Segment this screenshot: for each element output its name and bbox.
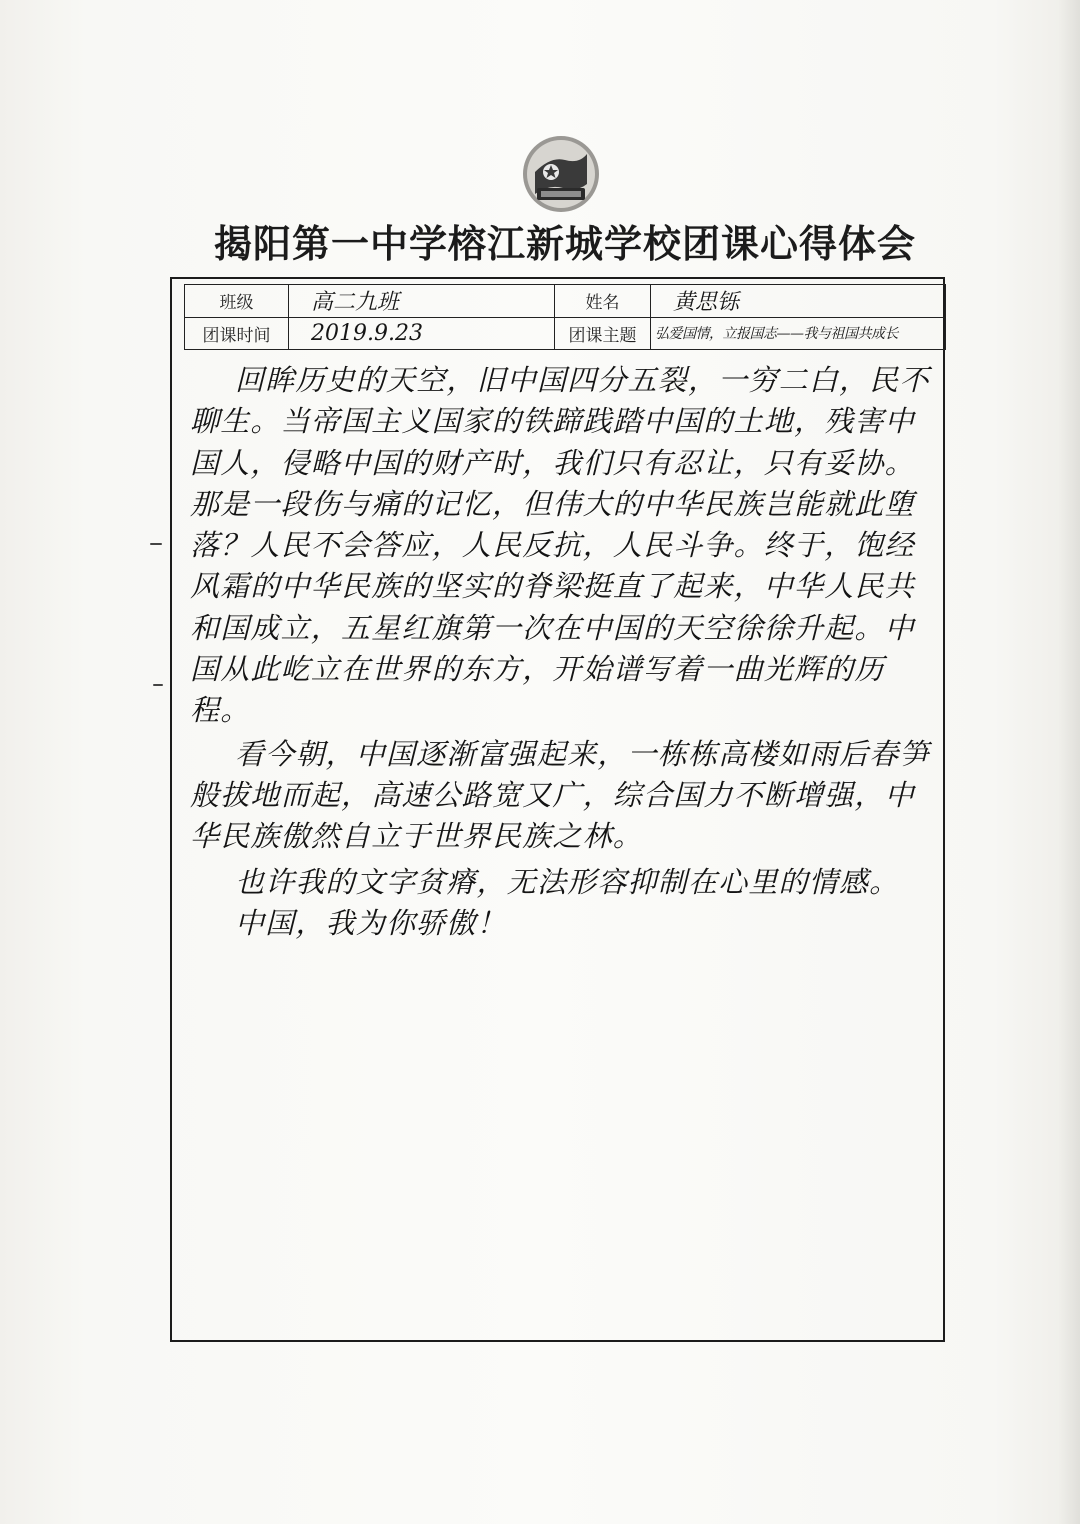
name-label: 姓名 — [555, 285, 651, 318]
info-table — [184, 284, 946, 350]
info-row-1 — [185, 285, 946, 318]
scan-speck — [150, 543, 162, 545]
time-value: 2019.9.23 — [289, 317, 555, 350]
essay-paragraph: 也许我的文字贫瘠，无法形容抑制在心里的情感。 — [234, 864, 900, 899]
class-value: 高二九班 — [289, 285, 555, 318]
paper-edge-shadow — [1058, 0, 1080, 1524]
essay-body — [190, 360, 942, 944]
essay-paragraph: 中国，我为你骄傲！ — [234, 905, 507, 940]
youth-league-emblem-icon — [521, 134, 601, 214]
document-title: 揭阳第一中学榕江新城学校团课心得体会 — [213, 222, 916, 266]
essay-paragraph: 看今朝，中国逐渐富强起来，一栋栋高楼如雨后春笋般拔地而起，高速公路宽又广，综合国力不断增强，中华民族傲然自立于世界民族之林。 — [190, 736, 930, 854]
time-label: 团课时间 — [185, 317, 289, 350]
info-row-2 — [185, 317, 946, 350]
name-value: 黄思铄 — [651, 285, 946, 318]
essay-paragraph: 回眸历史的天空，旧中国四分五裂，一穷二白，民不聊生。当帝国主义国家的铁蹄践踏中国的土地，残害中国人，侵略中国的财产时，我们只有忍让，只有妥协。那是一段伤与痛的记忆，但伟大的中华民族岂能就此堕落？人民不会答应，人民反抗，人民斗争。终于，饱经风霜的中华民族的坚实的脊梁挺直了起来，中华人民共和国成立，五星红旗第一次在中国的天空徐徐升起。中国从此屹立在世界的东方，开始谱写着一曲光辉的历程。 — [190, 363, 930, 728]
topic-value: 弘爱国情，立报国志——我与祖国共成长 — [651, 317, 946, 350]
class-label: 班级 — [185, 285, 289, 318]
scan-speck — [153, 684, 163, 686]
topic-label: 团课主题 — [555, 317, 651, 350]
